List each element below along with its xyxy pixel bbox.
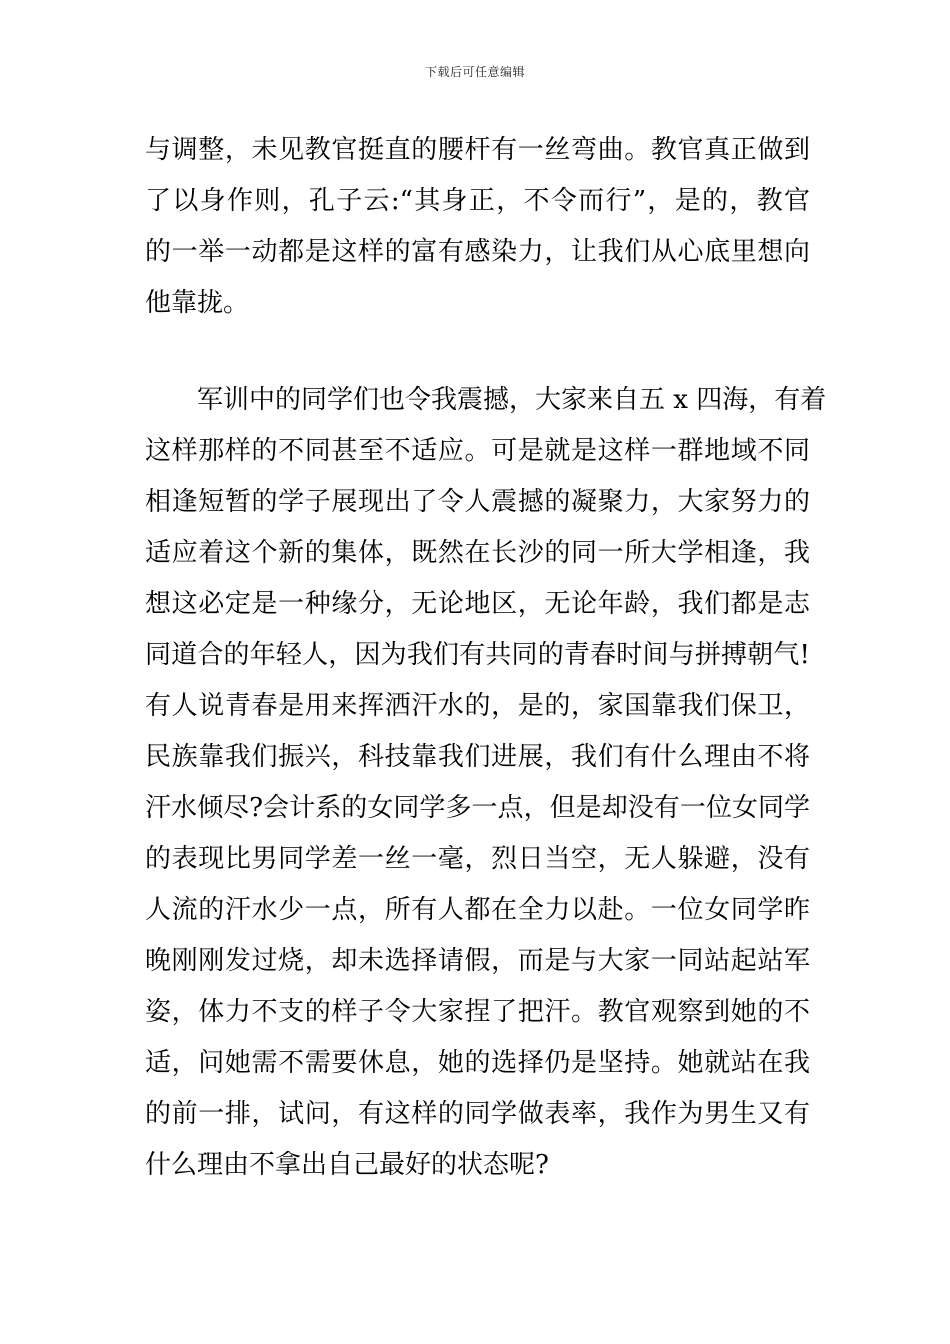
text-line: 与调整，未见教官挺直的腰杆有一丝弯曲。教官真正做到 — [145, 135, 810, 165]
text-line: 什么理由不拿出自己最好的状态呢? — [145, 1150, 549, 1180]
text-line: 的一举一动都是这样的富有感染力，让我们从心底里想向 — [145, 237, 810, 267]
text-line: 人流的汗水少一点，所有人都在全力以赴。一位女同学昨 — [145, 895, 810, 925]
text-line: 这样那样的不同甚至不适应。可是就是这样一群地域不同 — [145, 436, 810, 466]
text-line: 想这必定是一种缘分，无论地区，无论年龄，我们都是志 — [145, 589, 810, 619]
text-line: 的前一排，试问，有这样的同学做表率，我作为男生又有 — [145, 1099, 810, 1129]
text-line: 姿，体力不支的样子令大家捏了把汗。教官观察到她的不 — [145, 997, 810, 1027]
text-line: 适，问她需不需要休息，她的选择仍是坚持。她就站在我 — [145, 1048, 810, 1078]
text-line: 相逢短暂的学子展现出了令人震撼的凝聚力，大家努力的 — [145, 487, 810, 517]
text-line: 汗水倾尽?会计系的女同学多一点，但是却没有一位女同学 — [145, 793, 810, 823]
text-line: 他靠拢。 — [145, 288, 250, 318]
text-line: 民族靠我们振兴，科技靠我们进展，我们有什么理由不将 — [145, 742, 810, 772]
header-note: 下载后可任意编辑 — [424, 65, 525, 79]
text-line: 适应着这个新的集体，既然在长沙的同一所大学相逢，我 — [145, 538, 810, 568]
paragraph-2 — [145, 375, 827, 1191]
text-line: 同道合的年轻人，因为我们有共同的青春时间与拼搏朝气! — [145, 640, 810, 670]
text-line: 晚刚刚发过烧，却未选择请假，而是与大家一同站起站军 — [145, 946, 810, 976]
text-line: 军训中的同学们也令我震撼，大家来自五 x 四海，有着 — [197, 385, 827, 415]
text-line: 有人说青春是用来挥洒汗水的，是的，家国靠我们保卫， — [145, 691, 810, 721]
paragraph-1 — [145, 125, 810, 329]
text-line: 的表现比男同学差一丝一毫，烈日当空，无人躲避，没有 — [145, 844, 810, 874]
text-line: 了以身作则，孔子云:“其身正，不令而行”，是的，教官 — [145, 186, 810, 216]
